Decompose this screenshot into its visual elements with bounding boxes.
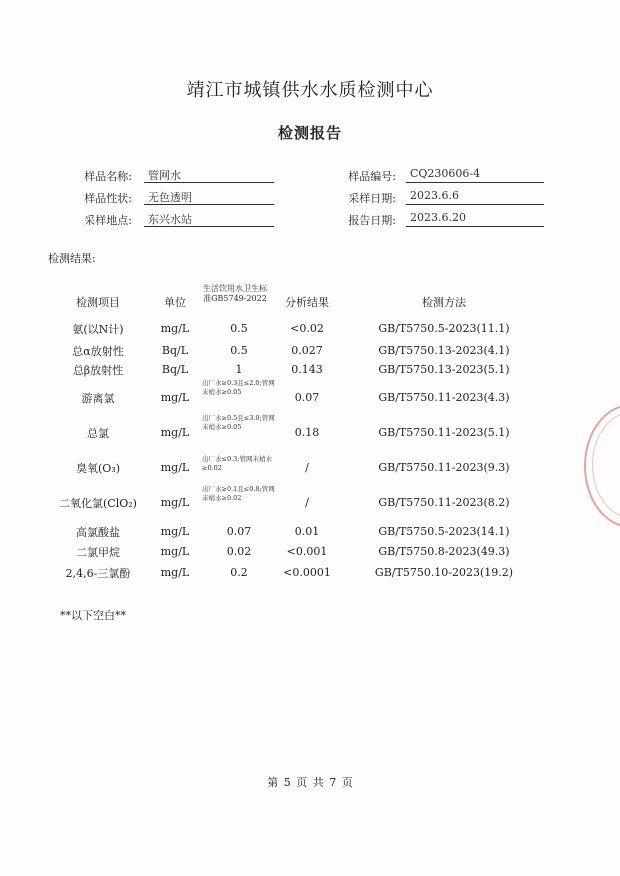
- row-unit: mg/L: [160, 525, 190, 538]
- report-date-label: 报告日期:: [348, 214, 396, 227]
- sample-code-label: 样品编号:: [348, 170, 396, 183]
- row-item: 氨(以N计): [72, 323, 124, 336]
- sample-state-label: 样品性状:: [84, 192, 132, 205]
- header-result: 分析结果: [285, 296, 329, 309]
- row-method: GB/T5750.13-2023(4.1): [378, 344, 510, 357]
- row-standard: 0.5: [230, 322, 248, 335]
- row-method: GB/T5750.13-2023(5.1): [378, 363, 510, 376]
- row-method: GB/T5750.10-2023(19.2): [374, 566, 514, 579]
- sampling-site-label: 采样地点:: [84, 214, 132, 227]
- row-result: 0.07: [294, 391, 320, 404]
- row-method: GB/T5750.11-2023(8.2): [378, 496, 510, 509]
- row-standard: 出厂水≥0.1且≤0.8;管网末梢水≥0.02: [202, 485, 275, 502]
- row-unit: Bq/L: [161, 363, 189, 376]
- row-item: 总氯: [87, 427, 109, 440]
- row-standard: 出厂水≥0.3且≤2.0;管网末梢水≥0.05: [202, 379, 275, 396]
- organization-title: 靖江市城镇供水水质检测中心: [186, 80, 434, 101]
- sample-code-value: CQ230606-4: [406, 167, 544, 183]
- official-seal-inner-ring: [592, 412, 620, 518]
- row-unit: mg/L: [160, 426, 190, 439]
- row-result: /: [305, 461, 309, 474]
- row-method: GB/T5750.11-2023(4.3): [378, 391, 510, 404]
- document-title: 检测报告: [277, 124, 342, 142]
- sample-name-value: 管网水: [144, 167, 274, 183]
- row-item: 总β放射性: [72, 364, 124, 377]
- row-result: /: [305, 496, 309, 509]
- row-standard: 0.2: [230, 566, 248, 579]
- header-method: 检测方法: [422, 296, 466, 309]
- row-result: <0.0001: [283, 566, 331, 579]
- row-item: 2,4,6-三氯酚: [65, 567, 131, 580]
- row-method: GB/T5750.5-2023(11.1): [378, 322, 510, 335]
- row-item: 游离氯: [81, 392, 115, 405]
- row-standard: 0.02: [226, 545, 252, 558]
- row-item: 二氯甲烷: [76, 546, 120, 559]
- row-method: GB/T5750.11-2023(5.1): [378, 426, 510, 439]
- row-result: 0.027: [291, 344, 323, 357]
- page-number: 第 5 页 共 7 页: [267, 776, 353, 789]
- row-unit: mg/L: [160, 566, 190, 579]
- row-standard: 1: [235, 363, 243, 376]
- row-unit: mg/L: [160, 496, 190, 509]
- row-item: 总α放射性: [72, 345, 124, 358]
- results-section-label: 检测结果:: [48, 252, 96, 265]
- row-method: GB/T5750.5-2023(14.1): [378, 525, 510, 538]
- row-unit: mg/L: [160, 391, 190, 404]
- header-unit: 单位: [164, 296, 186, 309]
- row-result: 0.01: [294, 525, 320, 538]
- report-date-value: 2023.6.20: [406, 211, 544, 227]
- row-standard: 0.07: [226, 525, 252, 538]
- row-unit: mg/L: [160, 461, 190, 474]
- sampling-date-label: 采样日期:: [348, 192, 396, 205]
- row-result: 0.18: [294, 426, 320, 439]
- row-item: 臭氧(O₃): [75, 462, 120, 475]
- row-method: GB/T5750.8-2023(49.3): [378, 545, 510, 558]
- row-standard: 0.5: [230, 344, 248, 357]
- row-result: <0.001: [286, 545, 328, 558]
- row-unit: mg/L: [160, 322, 190, 335]
- row-result: <0.02: [290, 322, 324, 335]
- row-standard: 出厂水≤0.3;管网末梢水≥0.02: [202, 455, 272, 472]
- row-unit: mg/L: [160, 545, 190, 558]
- official-seal-stamp: [584, 404, 620, 528]
- sampling-date-value: 2023.6.6: [406, 189, 544, 205]
- row-standard: 出厂水≥0.5且≤3.0;管网末梢水≥0.05: [202, 414, 275, 431]
- row-result: 0.143: [291, 363, 323, 376]
- row-item: 高氯酸盐: [76, 526, 120, 539]
- row-item: 二氧化氯(ClO₂): [59, 497, 137, 510]
- header-item: 检测项目: [76, 296, 120, 309]
- sampling-site-value: 东兴水站: [144, 211, 274, 227]
- end-of-content-marker: **以下空白**: [60, 609, 126, 622]
- sample-state-value: 无色透明: [144, 189, 274, 205]
- row-unit: Bq/L: [161, 344, 189, 357]
- header-standard: 生活饮用水卫生标准GB5749-2022: [203, 284, 267, 303]
- sample-name-label: 样品名称:: [84, 170, 132, 183]
- row-method: GB/T5750.11-2023(9.3): [378, 461, 510, 474]
